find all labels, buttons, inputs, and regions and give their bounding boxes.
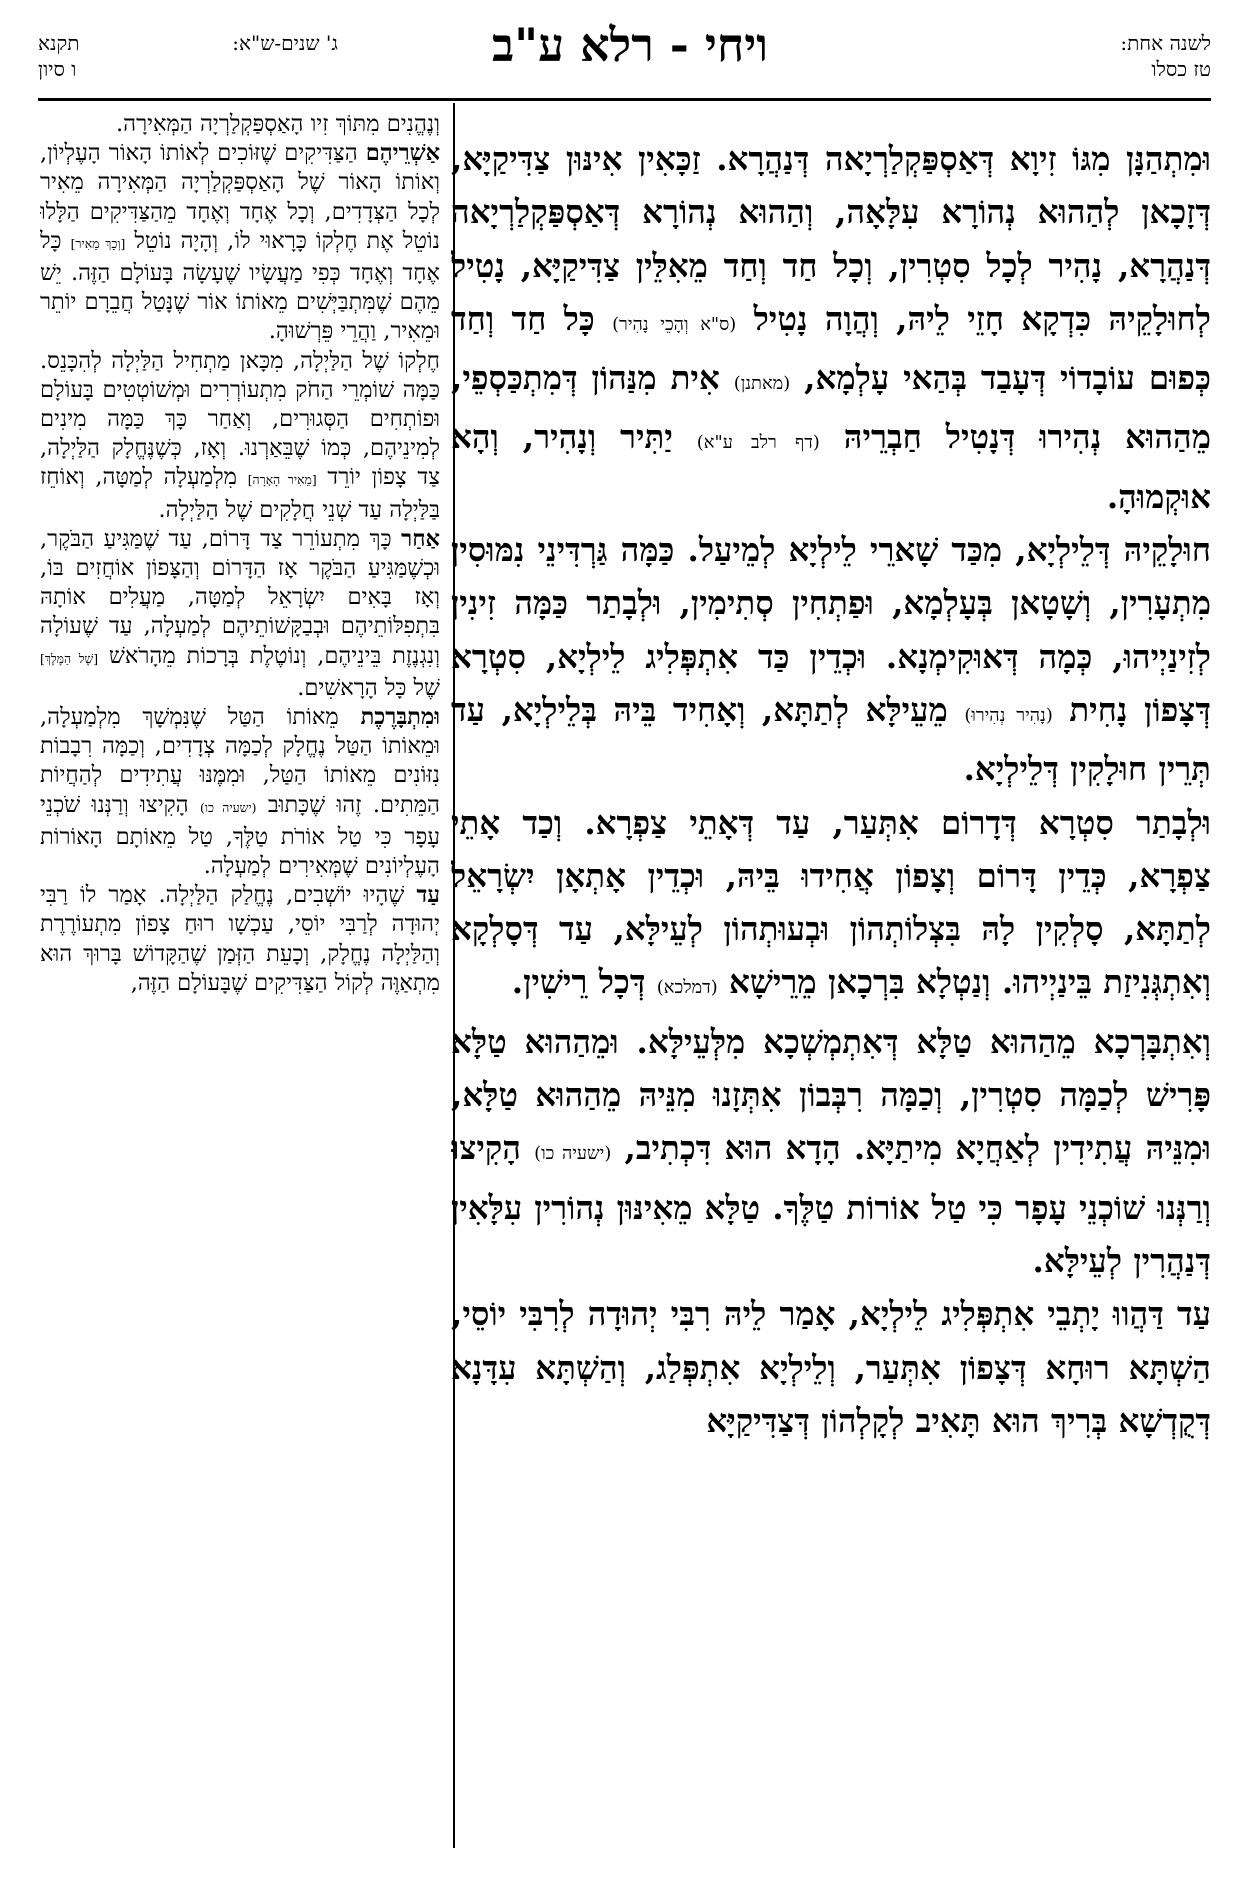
side-lead-word-3: וּמִתְבָּרֶכֶת	[360, 704, 440, 731]
side-ref-1: [וְכָךְ מֵאִיר]	[70, 236, 126, 251]
main-ref-1: (ס"א וְהָכֵי נָהִיר)	[612, 313, 737, 335]
header-divider	[38, 98, 1211, 101]
main-ref-4: (נָהִיר נְהִירוּ)	[964, 704, 1053, 726]
main-ref-6: (ישעיה כו)	[534, 1143, 612, 1165]
side-paragraph-3: חֶלְקוֹ שֶׁל הַלַּיְלָה, מִכָּאן מַתְחִיל הַלַּיְלָה לְהִכָּנֵס. כַּמָּה שׁוֹמְרֵי הַחֹק מִתְעוֹרְרִים וּמְשׁוֹטְטִים בָּעוֹלָם וּפוֹתְחִים הַסְּגוּרִים, וְאַחַר כָּךְ כַּמָּה מִינִים לְמִינֵיהֶם, כְּמוֹ שֶׁבֵּאַרְנוּ. וְאָז, כְּשֶׁנֶּחֱלָק הַלַּיְלָה, צַד צָפוֹן יוֹרֵד [מֵאִיר הָאָרָה] מִלְמַעְלָה לְמַטָּה, וְאוֹחֵז בַּלַּיְלָה עַד שְׁנֵי חֲלָקִים שֶׁל הַלַּיְלָה.	[40, 347, 440, 523]
side-lead-word-1: אַשְׁרֵיהֶם	[365, 140, 440, 167]
main-paragraph-4: וְאִתְבָּרְכָא מֵהַהוּא טַלָּא דְּאִתְמְשְׁכָא מִלְּעֵילָּא. וּמֵהַהוּא טַלָּא פָּרִישׁ לְכַמָּה סִטְרִין, וְכַמָּה רִבְּבוֹן אִתְּזָנוּ מִנֵּיהּ מֵהַהוּא טַלָּא, וּמִנֵּיהּ עֲתִידִין לְאַחֲיָא מִיתַיָּא. הָדָא הוּא דִּכְתִיב, (ישעיה כו) הָקִיצוּ וְרַנְּנוּ שׁוֹכְנֵי עָפָר כִּי טַל אוֹרוֹת טַלֶּךָ. טַלָּא מֵאִינּוּן נְהוֹרִין עִלָּאִין דְּנַהֲרִין לְעֵילָּא.	[451, 1021, 1211, 1280]
side-paragraph-6: עַד שֶׁהָיוּ יוֹשְׁבִים, נֶחֱלַק הַלַּיְלָה. אָמַר לוֹ רַבִּי יְהוּדָה לְרַבִּי יוֹסֵי, עַכְשָׁו רוּחַ צָפוֹן מִתְעוֹרֶרֶת וְהַלַּיְלָה נֶחֱלָק, וְכָעֵת הַזְּמַן שֶׁהַקָּדוֹשׁ בָּרוּךְ הוּא מִתְאַוֶּה לְקוֹל הַצַּדִּיקִים שֶׁבָּעוֹלָם הַזֶּה,	[40, 882, 440, 996]
main-ref-3: (דף רלב ע"א)	[696, 432, 820, 454]
side-lead-word-2: אַחַר	[401, 525, 440, 552]
daily-schedule-date: טז כסלו	[1151, 57, 1211, 81]
hebrew-translation-column	[40, 110, 440, 1850]
main-paragraph-3: וּלְבָתַר סִטְרָא דְּדָרוֹם אִתְּעַר, עַד דְּאָתֵי צַפְרָא. וְכַד אָתֵי צַפְרָא, כְּדֵין דָּרוֹם וְצָפוֹן אֲחִידוּ בֵּיהּ, וּכְדֵין אָתְאָן יִשְׂרָאֵל לְתַתָּא, סָלְקִין לָהּ בִּצְלוֹתְהוֹן וּבְעוּתְהוֹן לְעֵילָּא, עַד דְּסָלְקָא וְאִתְגְּנִיזַת בֵּינַיְיהוּ. וְנַטְלָא בִּרְכָאן מֵרֵישָׁא (דמלכא) דְּכָל רֵישִׁין.	[451, 802, 1211, 1002]
side-lead-word-4: עַד	[416, 882, 440, 909]
side-paragraph-4: אַחַר כָּךְ מִתְעוֹרֵר צַד דָּרוֹם, עַד שֶׁמַּגִּיעַ הַבֹּקֶר, וּכְשֶׁמַּגִּיעַ הַבֹּקֶר אָז הַדָּרוֹם וְהַצָּפוֹן אוֹחֲזִים בּוֹ, וְאָז בָּאִים יִשְׂרָאֵל לְמַטָּה, מַעֲלִים אוֹתָהּ בִּתְפִלּוֹתֵיהֶם וּבְבַקָּשׁוֹתֵיהֶם לְמַעְלָה, עַד שֶׁעוֹלָה וְנִגְנֶזֶת בֵּינֵיהֶם, וְנוֹטֶלֶת בְּרָכוֹת מֵהָרֹאשׁ [שֶׁל הַמֶּלֶךְ] שֶׁל כָּל הָרָאשִׁים.	[40, 525, 440, 701]
main-ref-2: (מאתנן)	[733, 373, 791, 395]
main-paragraph-5: עַד דַּהֲווּ יָתְבֵי אִתְפְּלִיג לֵילְיָא, אָמַר לֵיהּ רִבִּי יְהוּדָה לְרִבִּי יוֹסֵי, הַשְׁתָּא רוּחָא דְּצָפוֹן אִתְּעַר, וְלֵילְיָא אִתְפְּלַג, וְהַשְׁתָּא עִדָּנָא דְּקֻדְשָׁא בְּרִיךְ הוּא תָּאִיב לְקָלְהוֹן דְּצַדִּיקַיָּא	[451, 1294, 1211, 1440]
page-number: תקנא	[38, 31, 80, 55]
daily-schedule-label: לשנה אחת:	[1120, 31, 1211, 55]
header-left	[38, 30, 338, 82]
main-ref-5: (דמלכא)	[656, 977, 718, 999]
three-year-schedule-date: ו סיון	[38, 57, 77, 81]
page-title: ויחי - רלא ע"ב	[491, 18, 769, 72]
header-right	[981, 30, 1211, 82]
aramaic-main-column	[451, 132, 1211, 1852]
main-paragraph-1: וּמִתְהַנָּן מִגּוֹ זִיוָא דְּאַסְפַּקְלַרְיָאה דְּנַהֲרָא. זַכָּאִין אִינּוּן צַדִּיקַיָּא, דְּזָכָאן לְהַהוּא נְהוֹרָא עִלָּאָה, וְהַהוּא נְהוֹרָא דְּאַסְפַּקְלַרְיָאה דְּנַהֲרָא, נָהִיר לְכָל סִטְרִין, וְכָל חַד וְחַד מֵאִלֵּין צַדִּיקַיָּא, נָטִיל לְחוּלָקֵיהּ כִּדְקָא חָזֵי לֵיהּ, וְהֲוָה נָטִיל (ס"א וְהָכֵי נָהִיר) כָּל חַד וְחַד כְּפוּם עוֹבָדוֹי דְּעָבַד בְּהַאי עָלְמָא, (מאתנן) אִית מִנַּהוֹן דְּמִתְכַּסְפֵי, מֵהַהוּא נְהִירוּ דְּנָטִיל חַבְרֵיהּ (דף רלב ע"א) יַתִּיר וְנָהִיר, וְהָא אוּקְמוּהָ.	[451, 139, 1211, 516]
main-paragraph-2: חוּלָקֵיהּ דְּלֵילְיָא, מִכַּד שָׁארֵי לֵילְיָא לְמֵיעַל. כַּמָּה גַּרְדִּינֵי נִמּוּסִין מִתְעָרִין, וְשָׁטָאן בְּעָלְמָא, וּפַתְחִין סְתִימִין, וּלְבָתַר כַּמָּה זִינִין לְזִינַיְיהוּ, כְּמָה דְּאוּקִימְנָא. וּכְדֵין כַּד אִתְפְּלִיג לֵילְיָא, סִטְרָא דְּצָפוֹן נָחִית (נָהִיר נְהִירוּ) מֵעֵילָּא לְתַתָּא, וְאָחִיד בֵּיהּ בְּלֵילְיָא, עַד תְּרֵין חוּלָקִין דְּלֵילְיָא.	[451, 530, 1211, 789]
side-paragraph-5: וּמִתְבָּרֶכֶת מֵאוֹתוֹ הַטַּל שֶׁנִּמְשָׁךְ מִלְמַעְלָה, וּמֵאוֹתוֹ הַטַּל נֶחֱלָק לְכַמָּה צְדָדִים, וְכַמָּה רִבָבוֹת נִזּוֹנִים מֵאוֹתוֹ הַטַּל, וּמִמֶּנּוּ עֲתִידִים לְהַחֲיוֹת הַמֵּתִים. זֶהוּ שֶׁכָּתוּב (ישעיה כו) הָקִיצוּ וְרַנְּנוּ שֹׁכְנֵי עָפָר כִּי טַל אוֹרֹת טַלֶּךָ, טַל מֵאוֹתָם הָאוֹרוֹת הָעֶלְיוֹנִים שֶׁמְּאִירִים לְמַעְלָה.	[40, 704, 440, 880]
side-ref-3: [שֶׁל הַמֶּלֶךְ]	[40, 651, 99, 666]
side-paragraph-1: וְנֶהֱנִים מִתּוֹךְ זִיו הָאַסְפַּקְלַרְיָה הַמְּאִירָה.	[116, 111, 440, 137]
side-paragraph-2: אַשְׁרֵיהֶם הַצַּדִּיקִים שֶׁזּוֹכִים לְאוֹתוֹ הָאוֹר הָעֶלְיוֹן, וְאוֹתוֹ הָאוֹר שֶׁל הָאַסְפַּקְלַרְיָה הַמְּאִירָה מֵאִיר לְכָל הַצְּדָדִים, וְכָל אֶחָד וְאֶחָד מֵהַצַּדִּיקִים הַלָּלוּ נוֹטֵל אֶת חֶלְקוֹ כָּרָאוּי לוֹ, וְהָיָה נוֹטֵל [וְכָךְ מֵאִיר] כָּל אֶחָד וְאֶחָד כְּפִי מַעֲשָׂיו שֶׁעָשָׂה בָּעוֹלָם הַזֶּה. יֵשׁ מֵהֶם שֶׁמִּתְבַּיְּשִׁים מֵאוֹתוֹ אוֹר שֶׁנָּטַל חֲבֵרָם יוֹתֵר וּמֵאִיר, וַהֲרֵי פֵּרְשׁוּהָ.	[40, 140, 440, 345]
side-ref-2: [מֵאִיר הָאָרָה]	[247, 473, 317, 488]
three-year-schedule-label: ג' שנים-ש"א:	[232, 31, 338, 55]
side-ref-4: (ישעיה כו)	[200, 800, 257, 815]
